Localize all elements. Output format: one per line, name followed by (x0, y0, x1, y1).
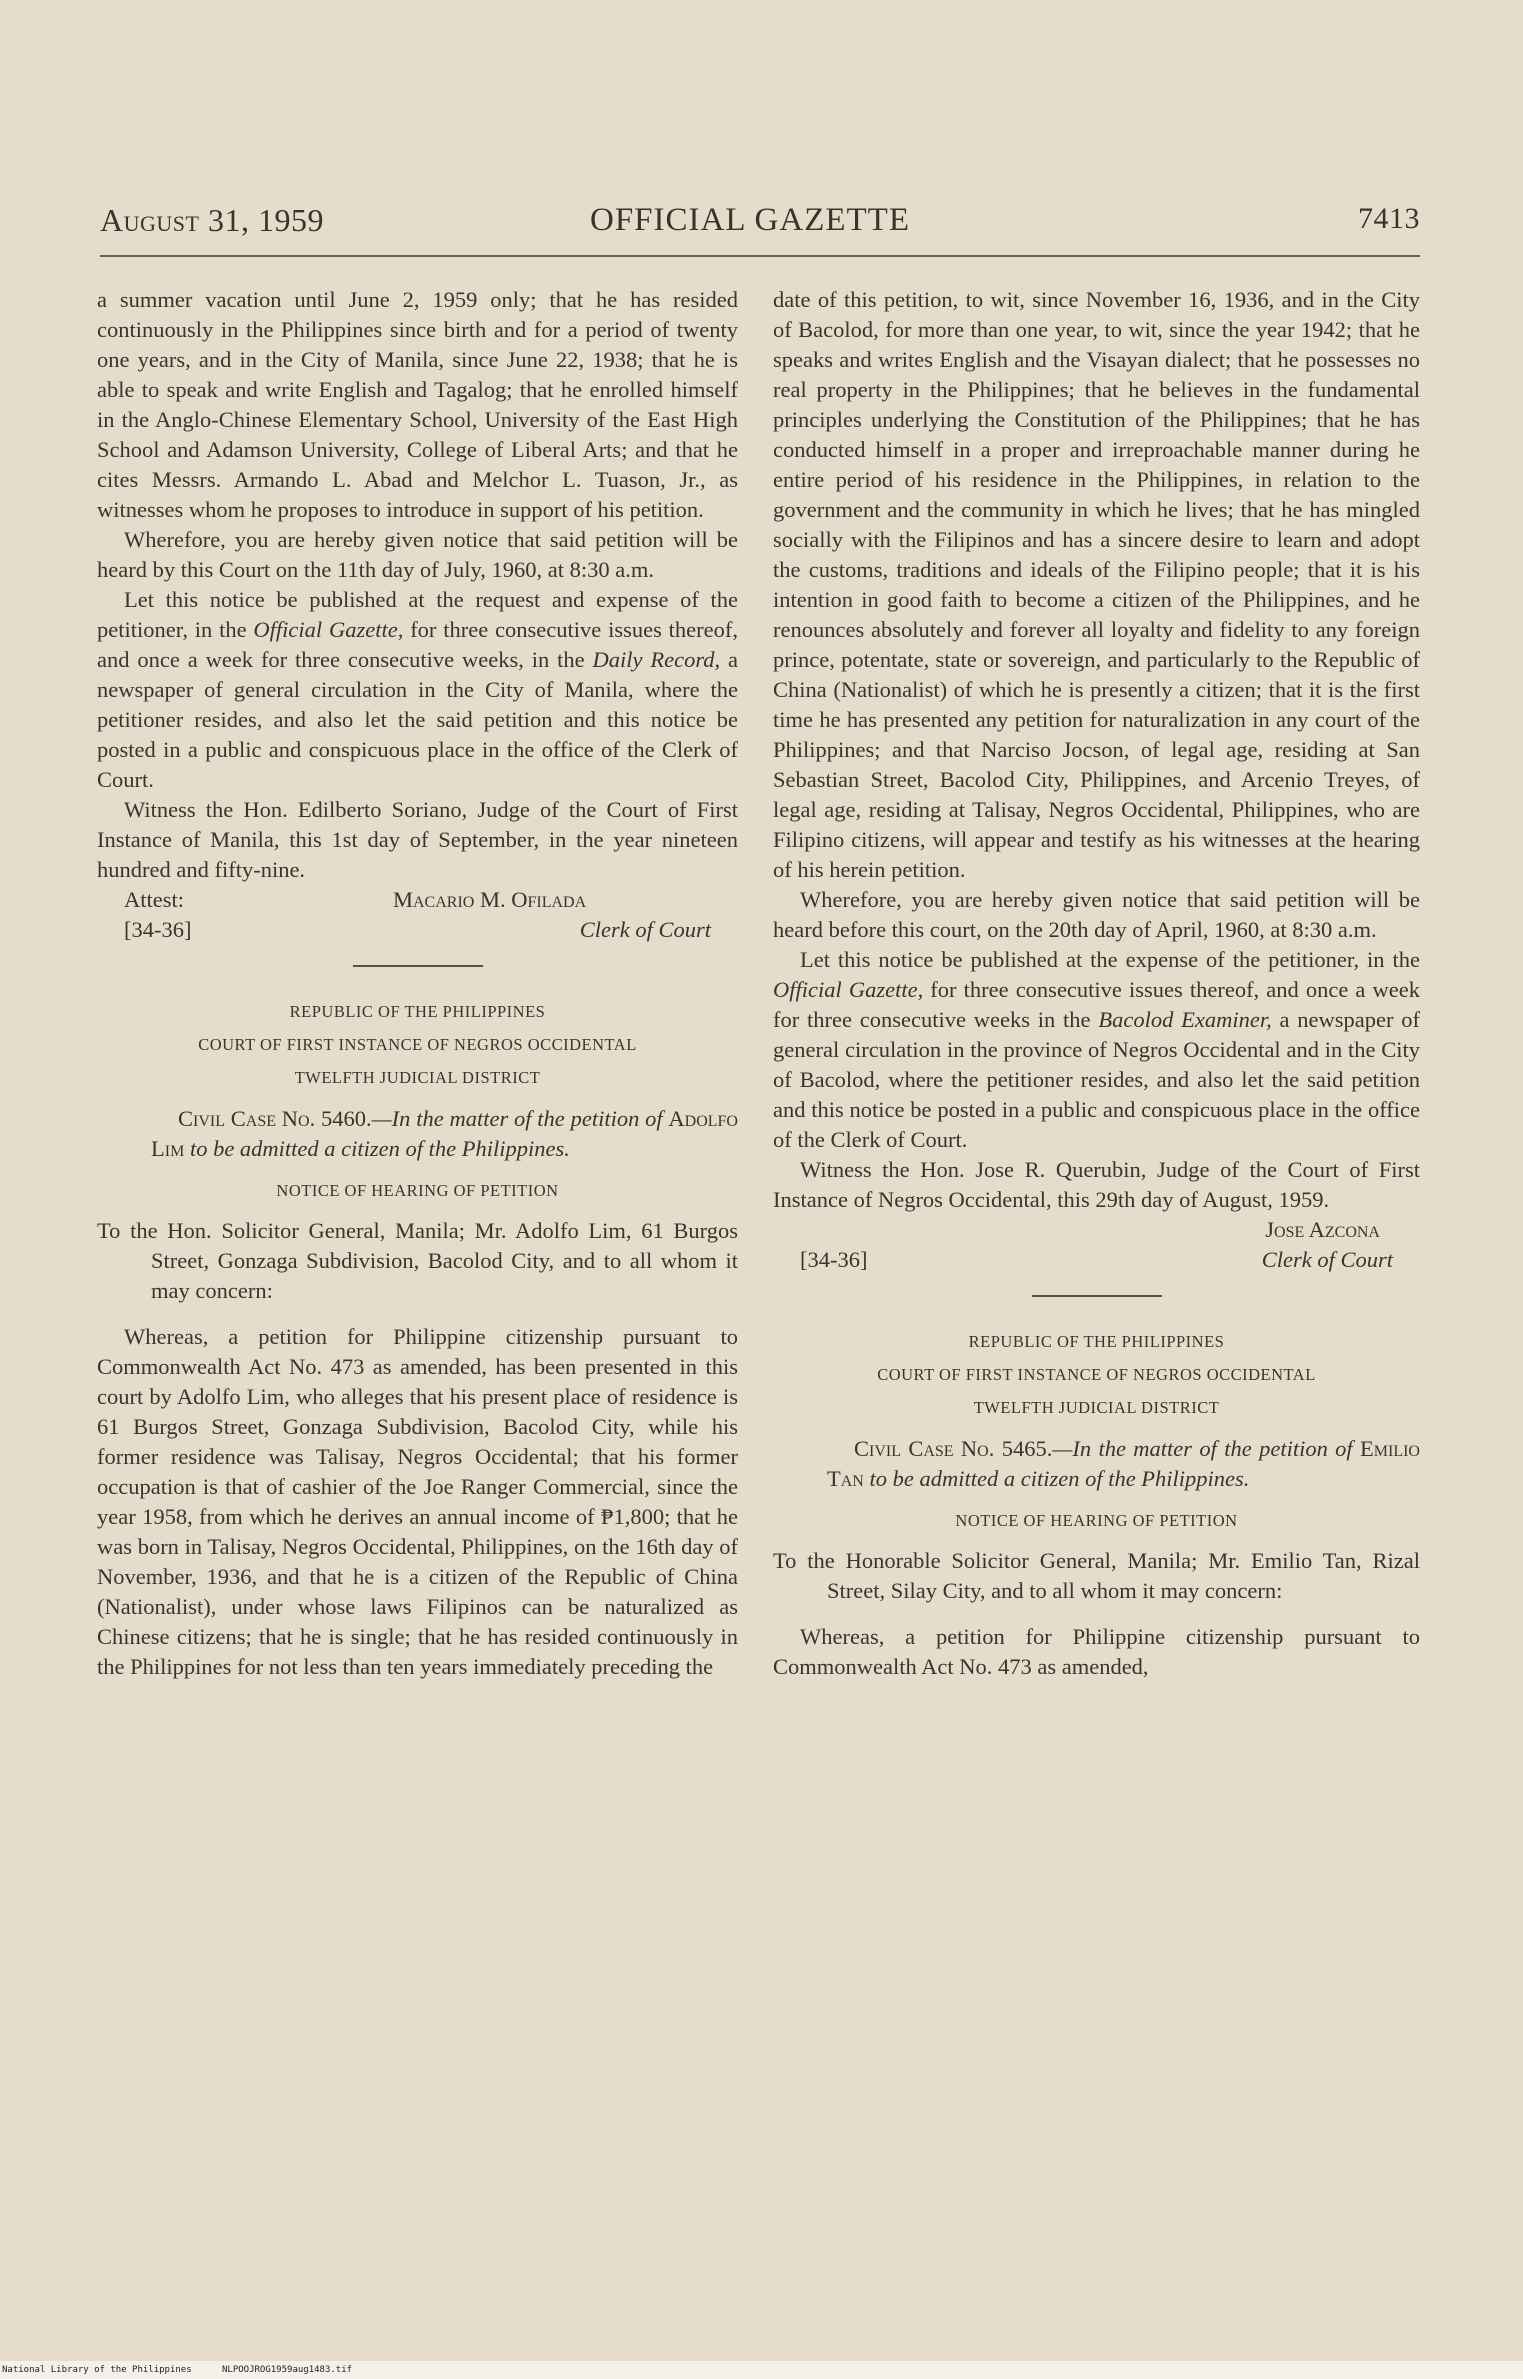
court-line-3: TWELFTH JUDICIAL DISTRICT (973, 1398, 1220, 1417)
court-line-3: TWELFTH JUDICIAL DISTRICT (294, 1068, 541, 1087)
newspaper-name: Bacolod Examiner, (1098, 1007, 1272, 1032)
right-paragraph-4: Witness the Hon. Jose R. Querubin, Judge of the Court of First Instance of Negros Occidental, this 29th day of August, 1959. (773, 1157, 1420, 1212)
court-line-1: REPUBLIC OF THE PHILIPPINES (289, 1002, 546, 1021)
header-title: OFFICIAL GAZETTE (590, 202, 910, 238)
publication-name: Official Gazette, (773, 977, 924, 1002)
page-number: 7413 (1358, 202, 1420, 235)
newspaper-name: Daily Record, (592, 647, 721, 672)
header-date: August 31, 1959 (100, 202, 324, 238)
notice-address: To the Honorable Solicitor General, Manila; Mr. Emilio Tan, Rizal Street, Silay City, and to all whom it may concern: (773, 1548, 1420, 1603)
left-paragraph-2: Wherefore, you are hereby given notice that said petition will be heard by this Court on the 11th day of July, 1960, at 8:30 a.m. (97, 527, 738, 582)
notice-address: To the Hon. Solicitor General, Manila; Mr. Adolfo Lim, 61 Burgos Street, Gonzaga Subdivision, Bacolod City, and to all whom it may concern: (97, 1218, 738, 1303)
issue-reference: [34-36] (800, 1247, 868, 1272)
right-column (773, 285, 1420, 1682)
court-heading (97, 995, 738, 1094)
case-title: Civil Case No. 5465.—In the matter of the petition of Emilio Tan to be admitted a citizen of the Philippines. (827, 1436, 1420, 1491)
court-line-2: COURT OF FIRST INSTANCE OF NEGROS OCCIDENTAL (198, 1035, 637, 1054)
left-column (97, 285, 738, 1682)
notice-title: NOTICE OF HEARING OF PETITION (276, 1181, 559, 1200)
right-paragraph-5: Whereas, a petition for Philippine citizenship pursuant to Commonwealth Act No. 473 as amended, (773, 1624, 1420, 1679)
issue-reference: [34-36] (124, 917, 192, 942)
left-paragraph-1: a summer vacation until June 2, 1959 only; that he has resided continuously in the Philippines since birth and for a period of twenty one years, and in the City of Manila, since June 22, 1938; that he is able to speak and write English and Tagalog; that he enrolled himself in the Anglo-Chinese Elementary School, University of the East High School and Adamson University, College of Liberal Arts; and that he cites Messrs. Armando L. Abad and Melchor L. Tuason, Jr., as witnesses whom he proposes to introduce in support of his petition. (97, 287, 738, 522)
court-line-1: REPUBLIC OF THE PHILIPPINES (968, 1332, 1225, 1351)
signature-row (773, 1245, 1420, 1275)
petitioner-name: Adolfo Lim (151, 1106, 738, 1161)
section-divider (353, 965, 483, 967)
footer-file: NLPOOJROG1959aug1483.tif (222, 2365, 353, 2375)
signer-name: Macario M. Ofilada (393, 887, 587, 912)
petitioner-name: Emilio Tan (827, 1436, 1420, 1491)
attest-label: Attest: (124, 887, 184, 912)
signer-title: Clerk of Court (1261, 1247, 1393, 1272)
publication-name: Official Gazette, (253, 617, 404, 642)
right-paragraph-3: Let this notice be published at the expense of the petitioner, in the Official Gazette, for three consecutive issues thereof, and once a week for three consecutive weeks in the Bacolod Examiner, a newspaper of general circulation in the province of Negros Occidental and in the City of Bacolod, where the petitioner resides, and also let the said petition and this notice be posted in a public and conspicuous place in the office of the Clerk of Court. (773, 947, 1421, 1152)
right-paragraph-2: Wherefore, you are hereby given notice that said petition will be heard before this court, on the 20th day of April, 1960, at 8:30 a.m. (773, 887, 1420, 942)
page-header (100, 196, 1420, 246)
left-paragraph-5: Whereas, a petition for Philippine citizenship pursuant to Commonwealth Act No. 473 as amended, has been presented in this court by Adolfo Lim, who alleges that his present place of residence is 61 Burgos Street, Gonzaga Subdivision, Bacolod City, while his former residence was Talisay, Negros Occidental; that his former occupation is that of cashier of the Joe Ranger Commercial, since the year 1958, from which he derives an annual income of ₱1,800; that he was born in Talisay, Negros Occidental, Philippines, on the 16th day of November, 1936, and that he is a citizen of the Republic of China (Nationalist), under whose laws Filipinos can be naturalized as Chinese citizens; that he is single; that he has resided continuously in the Philippines for not less than ten years immediately preceding the (97, 1324, 738, 1679)
case-title: Civil Case No. 5460.—In the matter of the petition of Adolfo Lim to be admitted a citizen of the Philippines. (151, 1106, 738, 1161)
signer-title: Clerk of Court (579, 917, 711, 942)
footer-library: National Library of the Philippines (2, 2365, 192, 2375)
court-heading (773, 1325, 1420, 1424)
court-line-2: COURT OF FIRST INSTANCE OF NEGROS OCCIDENTAL (877, 1365, 1316, 1384)
signature-row (97, 915, 738, 945)
right-paragraph-1: date of this petition, to wit, since November 16, 1936, and in the City of Bacolod, for more than one year, to wit, since the year 1942; that he speaks and writes English and the Visayan dialect; that he possesses no real property in the Philippines; that he believes in the fundamental principles underlying the Constitution of the Philippines; that he has conducted himself in a proper and irreproachable manner during he entire period of his residence in the Philippines, in relation to the government and the community in which he lives; that he has mingled socially with the Filipinos and has a sincere desire to learn and adopt the customs, traditions and ideals of the Filipino people; that it is his intention in good faith to become a citizen of the Philippines, and he renounces absolutely and forever all loyalty and fidelity to any foreign prince, potentate, state or sovereign, and particularly to the Republic of China (Nationalist) of which he is presently a citizen; that it is the first time he has presented any petition for naturalization in any court of the Philippines; and that Narciso Jocson, of legal age, residing at San Sebastian Street, Bacolod City, Philippines, and Arcenio Treyes, of legal age, residing at Talisay, Negros Occidental, Philippines, who are Filipino citizens, will appear and testify as his witnesses at the hearing of his herein petition. (773, 287, 1420, 882)
notice-title: NOTICE OF HEARING OF PETITION (955, 1511, 1238, 1530)
left-paragraph-3: Let this notice be published at the request and expense of the petitioner, in the Official Gazette, for three consecutive issues thereof, and once a week for three consecutive weeks, in the Daily Record, a newspaper of general circulation in the City of Manila, where the petitioner resides, and also let the said petition and this notice be posted in a public and conspicuous place in the office of the Clerk of Court. (97, 587, 738, 792)
attest-row (97, 885, 738, 915)
signature-name-row (773, 1215, 1420, 1245)
signer-name: Jose Azcona (1265, 1217, 1380, 1242)
header-rule (100, 255, 1420, 257)
left-paragraph-4: Witness the Hon. Edilberto Soriano, Judge of the Court of First Instance of Manila, this 1st day of September, in the year nineteen hundred and fifty-nine. (97, 797, 738, 882)
section-divider (1032, 1295, 1162, 1297)
scan-footer (0, 2361, 1523, 2379)
